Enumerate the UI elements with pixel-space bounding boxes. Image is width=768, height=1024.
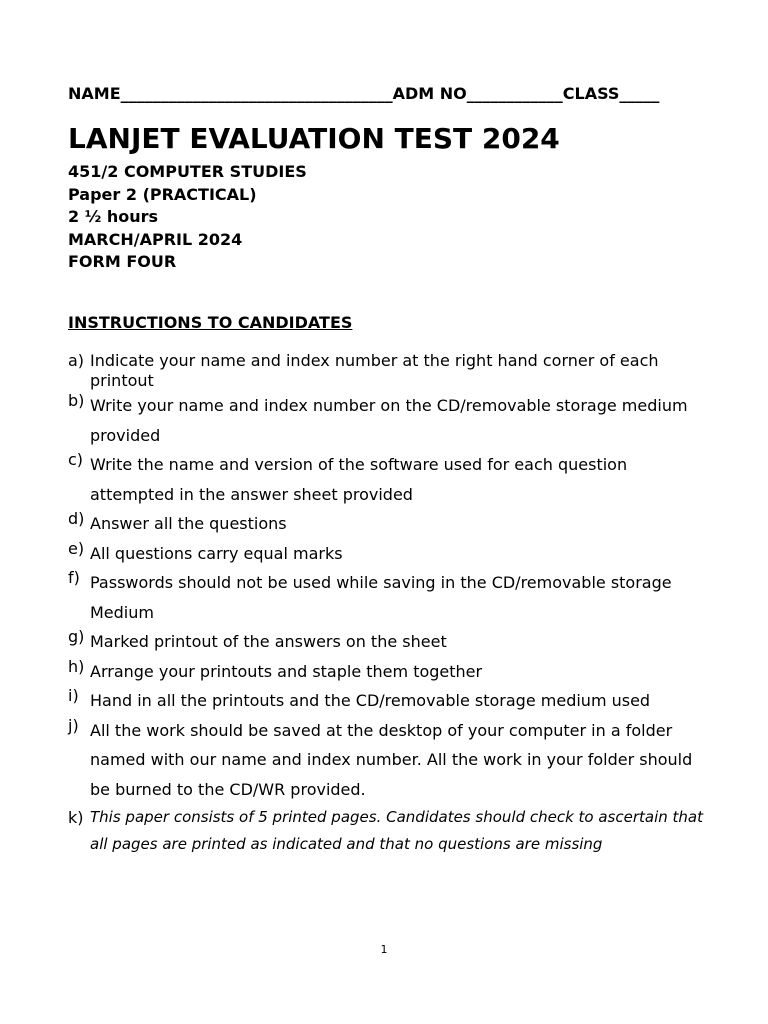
list-item-text: Passwords should not be used while saving in the CD/removable storage Medium (90, 573, 672, 622)
list-item (68, 657, 708, 687)
list-item-text: This paper consists of 5 printed pages. Candidates should check to ascertain that all pages are printed as indicated and that no questions are missing (90, 808, 703, 853)
instructions-list (68, 351, 708, 858)
list-item-label: i) (68, 686, 79, 705)
list-item-label: f) (68, 568, 80, 587)
list-item-label: a) (68, 351, 85, 370)
list-item (68, 450, 708, 509)
exam-date: MARCH/APRIL 2024 (68, 229, 243, 249)
candidate-details-line: NAME__________________________________ADM NO____________CLASS_____ (68, 84, 660, 103)
list-item-label: h) (68, 656, 85, 676)
list-item (68, 686, 708, 716)
duration: 2 ½ hours (68, 207, 159, 226)
list-item (68, 539, 708, 569)
list-item-text: Write the name and version of the software used for each question attempted in the answer sheet provided (90, 455, 628, 504)
page-number: 1 (380, 943, 388, 956)
list-item-label: e) (68, 538, 85, 558)
list-item-text: Arrange your printouts and staple them together (90, 661, 483, 681)
list-item-label: b) (68, 391, 85, 410)
list-item-label: c) (68, 450, 84, 469)
list-item-label: k) (68, 808, 84, 827)
instructions-heading: INSTRUCTIONS TO CANDIDATES (68, 313, 353, 332)
list-item (68, 509, 708, 539)
list-item-text: Marked printout of the answers on the sheet (90, 632, 447, 651)
list-item-text: All the work should be saved at the desktop of your computer in a folder named with our name and index number. All the work in your folder should be burned to the CD/WR provided. (90, 720, 693, 799)
list-item (68, 627, 708, 657)
list-item-label: d) (68, 509, 85, 528)
list-item-text: Write your name and index number on the CD/removable storage medium provided (90, 396, 688, 445)
list-item-text: Answer all the questions (90, 514, 287, 533)
list-item-text: Indicate your name and index number at the right hand corner of each printout (90, 351, 659, 390)
list-item (68, 568, 708, 627)
list-item-label: j) (68, 715, 79, 735)
list-item-text: All questions carry equal marks (90, 543, 343, 563)
list-item-text: Hand in all the printouts and the CD/removable storage medium used (90, 691, 651, 710)
list-item-label: g) (68, 627, 85, 646)
paper-name: Paper 2 (PRACTICAL) (68, 184, 257, 204)
exam-meta (68, 161, 307, 274)
form-level: FORM FOUR (68, 252, 177, 271)
list-item (68, 716, 708, 805)
list-item (68, 351, 708, 391)
exam-title: LANJET EVALUATION TEST 2024 (68, 122, 560, 155)
subject-code: 451/2 COMPUTER STUDIES (68, 162, 307, 181)
list-item (68, 804, 708, 858)
list-item (68, 391, 708, 450)
